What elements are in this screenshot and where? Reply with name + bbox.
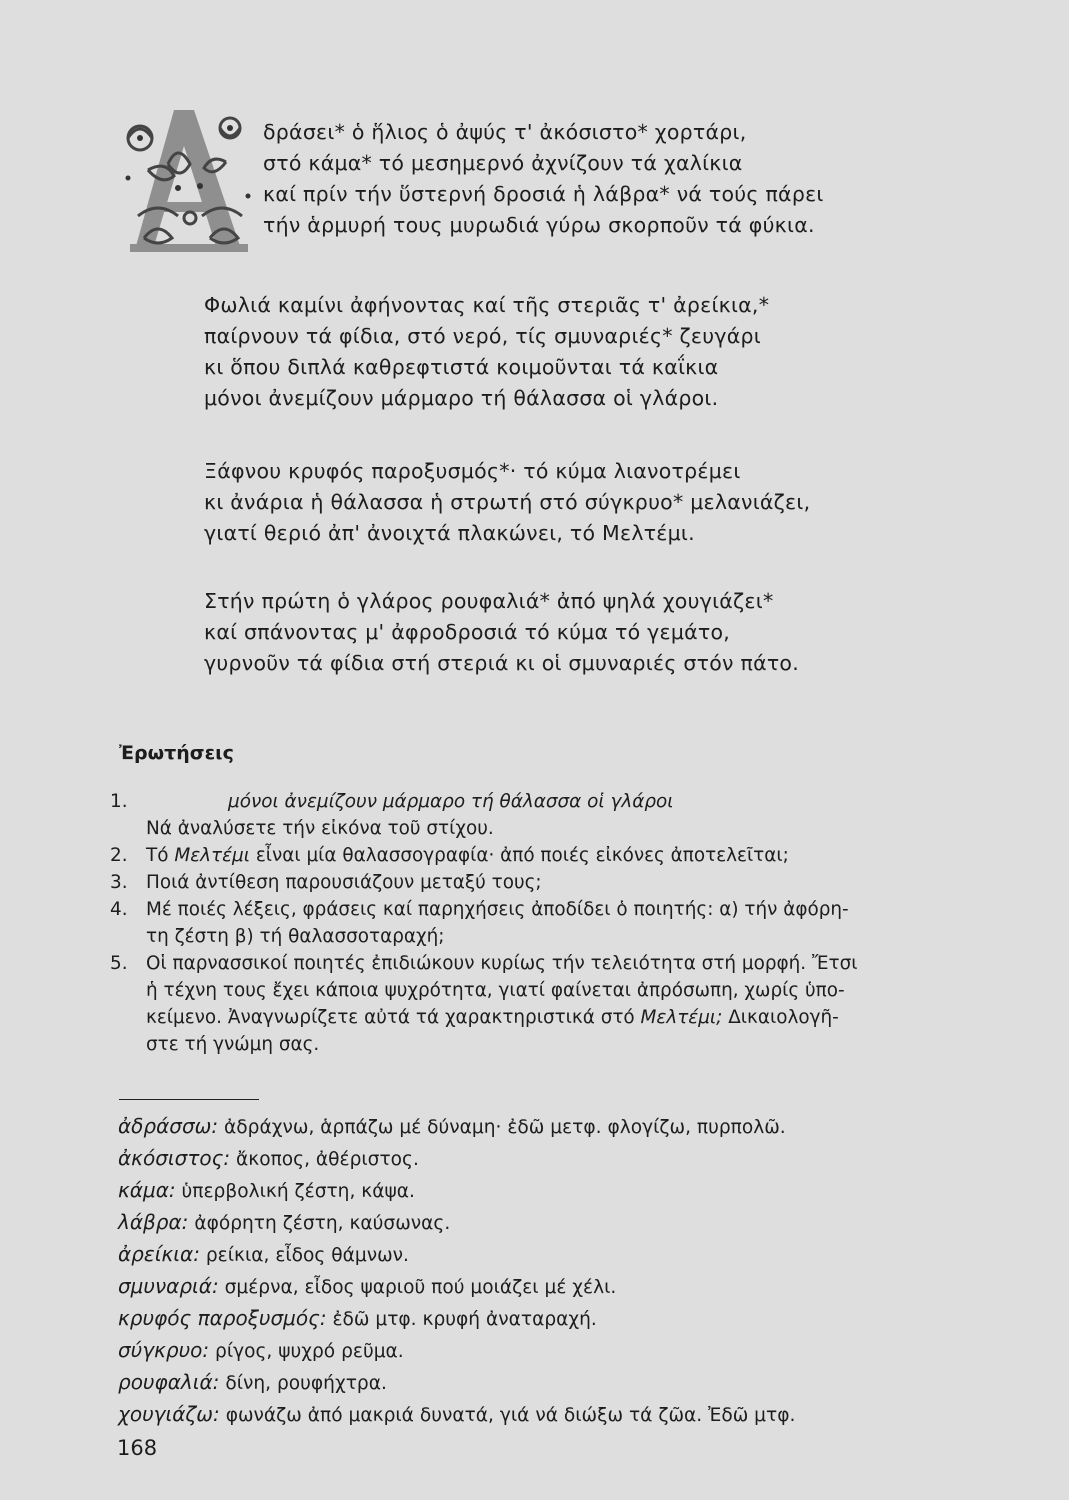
poem-stanza-2	[204, 290, 769, 414]
poem-line: Ξάφνου κρυφός παροξυσμός*· τό κύμα λιανοτρέμει	[204, 459, 741, 483]
question-2	[110, 842, 980, 869]
glossary-definition: ρίγος, ψυχρό ρεῦμα.	[209, 1341, 404, 1362]
poem-line: Φωλιά καμίνι ἀφήνοντας καί τῆς στεριᾶς τ' ἀρείκια,*	[204, 293, 770, 317]
poem-line: μόνοι ἀνεμίζουν μάρμαρο τή θάλασσα οἱ γλάροι.	[204, 386, 719, 410]
glossary-definition: ἄκοπος, ἀθέριστος.	[230, 1149, 419, 1170]
poem-stanza-1	[263, 117, 824, 241]
question-number: 4.	[110, 899, 128, 920]
question-number: 3.	[110, 872, 128, 893]
glossary	[118, 1111, 1018, 1431]
glossary-entry	[118, 1239, 1018, 1271]
question-text: στε τή γνώμη σας.	[146, 1034, 320, 1055]
glossary-entry	[118, 1111, 1018, 1143]
question-text: Οἱ παρνασσικοί ποιητές ἐπιδιώκουν κυρίως τήν τελειότητα στή μορφή. Ἔτσι	[146, 953, 858, 974]
glossary-entry	[118, 1207, 1018, 1239]
poem-line: κι ὅπου διπλά καθρεφτιστά κοιμοῦνται τά καΐκια	[204, 355, 719, 379]
poem-line: γυρνοῦν τά φίδια στή στεριά κι οἱ σμυναριές στόν πάτο.	[204, 651, 799, 675]
glossary-term: κάμα:	[118, 1178, 176, 1202]
question-quote: μόνοι ἀνεμίζουν μάρμαρο τή θάλασσα οἱ γλάροι	[228, 791, 674, 812]
question-text-part: Δικαιολογῆ-	[722, 1007, 839, 1028]
glossary-entry	[118, 1399, 1018, 1431]
question-text	[146, 842, 980, 869]
poem-stanza-3	[204, 456, 810, 549]
glossary-definition: σμέρνα, εἶδος ψαριοῦ πού μοιάζει μέ χέλι.	[218, 1277, 617, 1298]
glossary-term: σμυναριά:	[118, 1274, 219, 1298]
glossary-definition: ὑπερβολική ζέστη, κάψα.	[175, 1181, 415, 1202]
question-5	[110, 950, 980, 1058]
page-number: 168	[117, 1436, 158, 1460]
glossary-term: ἀκόσιστος:	[118, 1146, 231, 1170]
question-text-part: εἶναι μία θαλασσογραφία· ἀπό ποιές εἰκόνες ἀποτελεῖται;	[249, 845, 789, 866]
footnote-divider	[119, 1099, 259, 1100]
glossary-entry	[118, 1367, 1018, 1399]
question-4	[110, 896, 980, 950]
glossary-definition: ρείκια, εἶδος θάμνων.	[199, 1245, 409, 1266]
question-text: τη ζέστη β) τή θαλασσοταραχή;	[146, 926, 445, 947]
glossary-entry	[118, 1271, 1018, 1303]
question-number: 2.	[110, 845, 128, 866]
poem-line: Στήν πρώτη ὁ γλάρος ρουφαλιά* ἀπό ψηλά χουγιάζει*	[204, 589, 774, 613]
glossary-definition: ἀδράχνω, ἁρπάζω μέ δύναμη· ἐδῶ μετφ. φλογίζω, πυρπολῶ.	[218, 1117, 786, 1138]
poem-title-ref: Μελτέμι;	[640, 1007, 723, 1028]
glossary-term: κρυφός παροξυσμός:	[118, 1306, 327, 1330]
poem-stanza-4	[204, 586, 799, 679]
poem-line: γιατί θεριό ἀπ' ἀνοιχτά πλακώνει, τό Μελτέμι.	[204, 521, 695, 545]
poem-line: δράσει* ὁ ἥλιος ὁ ἀψύς τ' ἀκόσιστο* χορτάρι,	[263, 120, 747, 144]
question-text: Μέ ποιές λέξεις, φράσεις καί παρηχήσεις ἀποδίδει ὁ ποιητής: α) τήν ἀφόρη-	[146, 899, 849, 920]
questions-list	[110, 788, 980, 1058]
glossary-term: σύγκρυο:	[118, 1338, 210, 1362]
question-number: 1.	[110, 791, 128, 812]
glossary-term: ἀδράσσω:	[118, 1114, 219, 1138]
poem-line: καί πρίν τήν ὕστερνή δροσιά ἡ λάβρα* νά τούς πάρει	[263, 182, 824, 206]
glossary-definition: δίνη, ρουφήχτρα.	[219, 1373, 387, 1394]
question-1	[110, 788, 980, 842]
poem-line: κι ἀνάρια ἡ θάλασσα ἡ στρωτή στό σύγκρυο* μελανιάζει,	[204, 490, 811, 514]
question-text: Νά ἀναλύσετε τήν εἰκόνα τοῦ στίχου.	[146, 818, 494, 839]
question-text: ἡ τέχνη τους ἔχει κάποια ψυχρότητα, γιατί φαίνεται ἀπρόσωπη, χωρίς ὑπο-	[146, 980, 845, 1001]
question-text: Ποιά ἀντίθεση παρουσιάζουν μεταξύ τους;	[146, 872, 542, 893]
question-text	[146, 1004, 980, 1031]
glossary-entry	[118, 1335, 1018, 1367]
question-number: 5.	[110, 953, 128, 974]
glossary-entry	[118, 1303, 1018, 1335]
poem-line: στό κάμα* τό μεσημερνό ἀχνίζουν τά χαλίκια	[263, 151, 743, 175]
questions-heading: Ἐρωτήσεις	[119, 742, 234, 764]
question-text-part: κείμενο. Ἀναγνωρίζετε αὐτά τά χαρακτηριστικά στό	[146, 1007, 641, 1028]
glossary-term: ρουφαλιά:	[118, 1370, 220, 1394]
poem-line: παίρνουν τά φίδια, στό νερό, τίς σμυναριές* ζευγάρι	[204, 324, 761, 348]
ornamental-drop-cap-alpha	[118, 106, 258, 252]
glossary-definition: ἀφόρητη ζέστη, καύσωνας.	[188, 1213, 451, 1234]
question-3	[110, 869, 980, 896]
glossary-term: χουγιάζω:	[118, 1402, 220, 1426]
poem-title-ref: Μελτέμι	[174, 845, 250, 866]
glossary-term: λάβρα:	[118, 1210, 189, 1234]
question-text-part: Τό	[146, 845, 175, 866]
glossary-definition: ἐδῶ μτφ. κρυφή ἀναταραχή.	[326, 1309, 597, 1330]
poem-line: τήν ἁρμυρή τους μυρωδιά γύρω σκορποῦν τά φύκια.	[263, 213, 815, 237]
poem-line: καί σπάνοντας μ' ἀφροδροσιά τό κύμα τό γεμάτο,	[204, 620, 731, 644]
glossary-definition: φωνάζω ἀπό μακριά δυνατά, γιά νά διώξω τά ζῶα. Ἐδῶ μτφ.	[219, 1405, 796, 1426]
glossary-entry	[118, 1143, 1018, 1175]
glossary-entry	[118, 1175, 1018, 1207]
glossary-term: ἀρείκια:	[118, 1242, 200, 1266]
